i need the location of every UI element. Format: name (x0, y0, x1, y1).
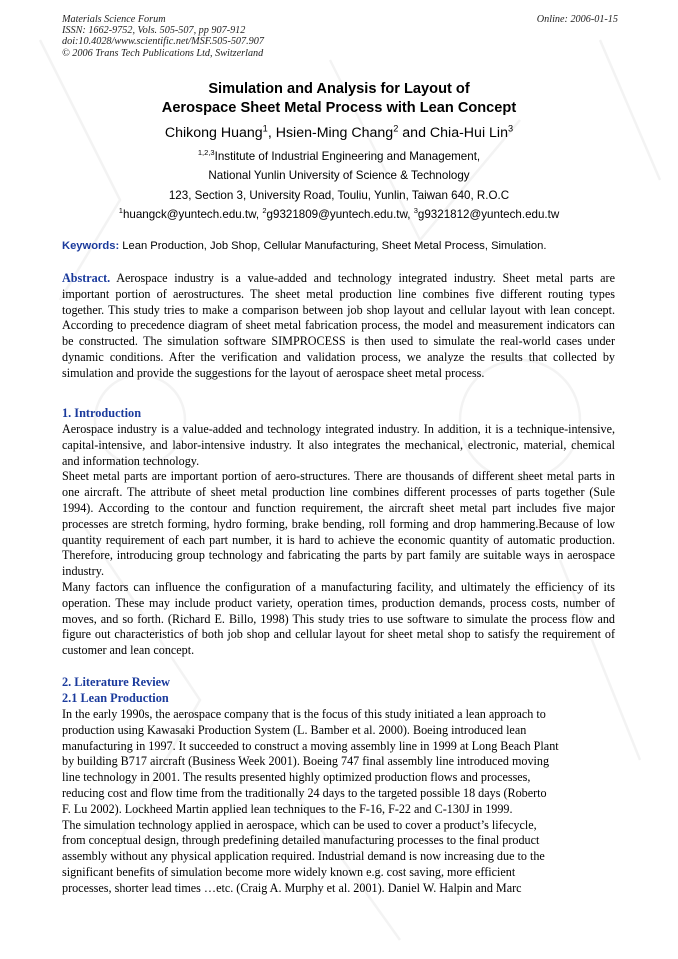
keywords-text: Lean Production, Job Shop, Cellular Manufacturing, Sheet Metal Process, Simulation. (119, 240, 547, 252)
abstract-text: Aerospace industry is a value-added and technology integrated industry. Sheet metal parts are important portion of aerostructures. The sheet metal production line combines five different routing types together. This study tries to make a comparison between job shop layout and cellular layout with lean concept. According to precedence diagram of sheet metal fabrication process, the model and measurement indicators can be constructed. The simulation software SIMPROCESS is then used to simulate the real-world cases under dynamic conditions. After the verification and validation process, we analyze the results that collected by simulation and provide the suggestions for the layout of aerospace sheet metal process. (62, 271, 615, 380)
text-line: The simulation technology applied in aerospace, which can be used to cover a product’s lifecycle, (62, 817, 537, 832)
text-line: F. Lu 2002). Lockheed Martin applied lean techniques to the F-16, F-22 and C-130J in 1999. (62, 801, 513, 816)
email-sup: 2 (262, 206, 267, 216)
subsection-heading-lean-production: 2.1 Lean Production (62, 691, 169, 705)
text-line: by building B717 aircraft (Business Week 2001). Boeing 747 final assembly line introduced moving (62, 754, 550, 769)
author-name: Hsien-Ming Chang (275, 125, 394, 141)
author-emails (62, 205, 616, 224)
email-address: g9321812@yuntech.edu.tw (417, 208, 560, 222)
section-heading-introduction: 1. Introduction (62, 406, 142, 420)
author-sup: 2 (393, 123, 399, 134)
author-sup: 1 (262, 123, 268, 134)
journal-name: Materials Science Forum (62, 14, 166, 25)
publication-metadata (62, 14, 618, 59)
title-line-1: Simulation and Analysis for Layout of (208, 81, 470, 97)
introduction-body (62, 422, 615, 659)
text-line: manufacturing in 1997. It succeeded to construct a moving assembly line in 1999 at Long Beach Plant (62, 738, 559, 753)
affiliation-block (62, 147, 616, 225)
email-sup: 1 (118, 206, 123, 216)
affiliation-line-1: Institute of Industrial Engineering and Management, (214, 150, 481, 163)
text-line: significant benefits of simulation become more widely known e.g. cost saving, more efficient (62, 864, 516, 879)
issn-line: ISSN: 1662-9752, Vols. 505-507, pp 907-912 (62, 25, 246, 37)
text-line: In the early 1990s, the aerospace company that is the focus of this study initiated a lean approach to (62, 707, 546, 721)
text-line: reducing cost and flow time from the traditionally 24 days to the targeted possible 18 days (Roberto (62, 785, 547, 800)
abstract-label: Abstract. (62, 271, 111, 285)
paragraph: Sheet metal parts are important portion of aero-structures. There are thousands of different sheet metal parts in one aircraft. The attribute of sheet metal production line combines different processes of parts together (Sule 1994). According to the contour and function requirement, the aircraft sheet metal part includes five major processes are stretch forming, hydro forming, brake bending, roll forming and drop hammering.Because of low quantity requirement of each part number, it is hard to achieve the economic quantity of automatic production. Therefore, introducing group technology and fabricating the parts by part family are suitable ways in aerospace industry. (62, 469, 615, 579)
text-line: assembly without any physical application required. Industrial demand is now increasing due to the (62, 849, 545, 864)
email-address: g9321809@yuntech.edu.tw (266, 208, 408, 222)
author-list (62, 124, 616, 142)
email-sep: , (255, 208, 263, 222)
email-sep: , (407, 208, 414, 222)
text-line: from conceptual design, through predefining detailed manufacturing processes to the final product (62, 833, 540, 848)
author-sep: , (267, 125, 276, 141)
affiliation-address: 123, Section 3, University Road, Touliu, Yunlin, Taiwan 640, R.O.C (168, 188, 510, 202)
online-date: Online: 2006-01-15 (536, 14, 618, 25)
text-line: processes, shorter lead times …etc. (Craig A. Murphy et al. 2001). Daniel W. Halpin and Marc (62, 880, 522, 895)
doi-line: doi:10.4028/www.scientific.net/MSF.505-507.907 (62, 36, 264, 48)
keywords (62, 239, 618, 253)
paragraph: Aerospace industry is a value-added and technology integrated industry. In addition, it is a technique-intensive, capital-intensive, and labor-intensive industry. It also integrates the mechanical, electronic, material, chemical and information technology. (62, 422, 615, 468)
author-sep: and (398, 125, 430, 141)
text-line: production using Kawasaki Production System (L. Bamber et al. 2000). Boeing introduced lean (62, 722, 527, 737)
title-line-2: Aerospace Sheet Metal Process with Lean Concept (161, 100, 517, 116)
author-name: Chia-Hui Lin (429, 125, 508, 141)
copyright-line: © 2006 Trans Tech Publications Ltd, Switzerland (62, 47, 264, 59)
lean-production-body (62, 707, 615, 897)
author-sup: 3 (507, 123, 514, 134)
abstract (62, 271, 615, 382)
paragraph: Many factors can influence the configuration of a manufacturing facility, and ultimately the efficiency of its operation. These may include product variety, operation times, production demands, process costs, number of moves, and so forth. (Richard E. Billo, 1998) This study tries to use software to simulate the process flow and figure out characteristics of both job shop and cellular layout for sheet metal shop to satisfy the requirement of customer and lean concept. (62, 579, 615, 658)
affiliation-sup: 1,2,3 (197, 148, 215, 158)
email-sup: 3 (413, 206, 418, 216)
keywords-label: Keywords: (62, 240, 120, 252)
author-name: Chikong Huang (164, 125, 263, 141)
affiliation-line-2: National Yunlin University of Science & Technology (208, 169, 470, 183)
paper-title (62, 80, 616, 118)
section-heading-literature-review: 2. Literature Review (62, 675, 171, 689)
affiliation-institute (62, 147, 616, 166)
email-address: huangck@yuntech.edu.tw (122, 208, 256, 222)
text-line: line technology in 2001. The results presented highly optimized production flows and processes, (62, 770, 531, 785)
